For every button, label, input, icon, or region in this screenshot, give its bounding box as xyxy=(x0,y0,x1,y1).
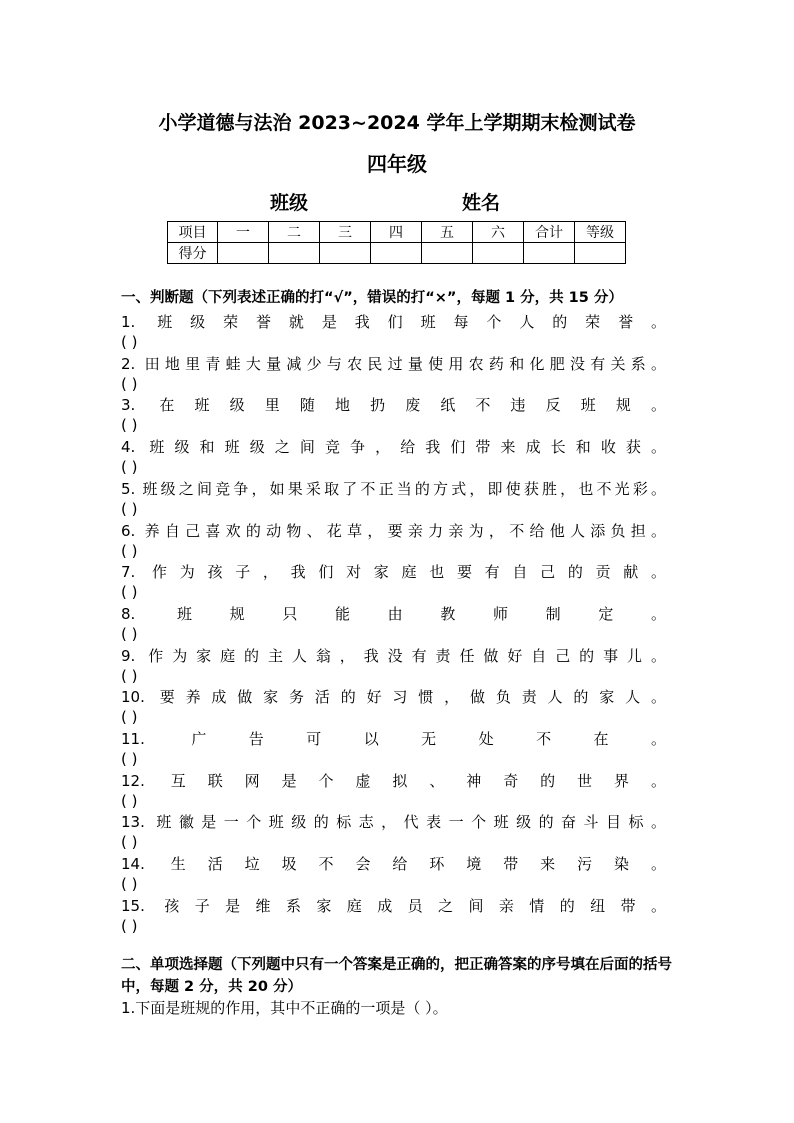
section1-heading: 一、判断题（下列表述正确的打“√”，错误的打“×”，每题 1 分，共 15 分） xyxy=(121,290,623,306)
question-number: 1. xyxy=(121,313,136,331)
question-statement: 养自己喜欢的动物、花草，要亲力亲为，不给他人添负担。 xyxy=(139,522,666,540)
question-number: 15. xyxy=(121,897,145,915)
question-number: 12. xyxy=(121,772,145,790)
table-cell: 五 xyxy=(422,222,473,243)
question-number: 5. xyxy=(121,480,136,498)
question-number: 3. xyxy=(121,396,136,414)
question-statement: 班级之间竞争，如果采取了不正当的方式，即使获胜，也不光彩。 xyxy=(139,480,666,498)
question-statement: 班级和班级之间竞争，给我们带来成长和收获。 xyxy=(139,438,666,456)
question-number: 10. xyxy=(121,688,145,706)
exam-title: 小学道德与法治 2023~2024 学年上学期期末检测试卷 xyxy=(158,112,636,134)
question-item xyxy=(121,896,666,936)
grade-label: 四年级 xyxy=(367,152,427,176)
question-statement: 作为家庭的主人翁，我没有责任做好自己的事儿。 xyxy=(139,647,666,665)
score-input-cell[interactable] xyxy=(473,243,524,264)
question-text xyxy=(121,312,666,332)
name-label: 姓名 xyxy=(462,192,501,214)
table-cell: 四 xyxy=(371,222,422,243)
question-statement: 孩子是维系家庭成员之间亲情的纽带。 xyxy=(148,897,666,915)
score-input-cell[interactable] xyxy=(269,243,320,264)
score-input-cell[interactable] xyxy=(422,243,473,264)
question-number: 4. xyxy=(121,438,136,456)
question-item xyxy=(121,812,666,852)
answer-parentheses[interactable]: ( ) xyxy=(121,750,138,768)
answer-parentheses[interactable]: ( ) xyxy=(121,875,138,893)
table-cell: 六 xyxy=(473,222,524,243)
score-table xyxy=(167,221,626,264)
question-number: 7. xyxy=(121,563,136,581)
question-item xyxy=(121,312,666,352)
answer-parentheses[interactable]: ( ) xyxy=(121,917,138,935)
answer-parentheses[interactable]: ( ) xyxy=(121,375,138,393)
question-text xyxy=(121,437,666,457)
table-cell: 等级 xyxy=(575,222,626,243)
question-item xyxy=(121,354,666,394)
question-number: 11. xyxy=(121,730,145,748)
section2-heading: 二、单项选择题（下列题中只有一个答案是正确的，把正确答案的序号填在后面的括号中，每题 2 分，共 20 分） xyxy=(121,957,672,995)
answer-parentheses[interactable]: ( ) xyxy=(121,542,138,560)
question-text xyxy=(121,854,666,874)
class-label: 班级 xyxy=(270,192,309,214)
score-input-cell[interactable] xyxy=(524,243,575,264)
question-statement: 在班级里随地扔废纸不违反班规。 xyxy=(139,396,666,414)
table-cell: 一 xyxy=(218,222,269,243)
table-cell: 得分 xyxy=(168,243,218,264)
table-cell: 合计 xyxy=(524,222,575,243)
answer-parentheses[interactable]: ( ) xyxy=(121,792,138,810)
question-text xyxy=(121,646,666,666)
answer-parentheses[interactable]: ( ) xyxy=(121,833,138,851)
answer-parentheses[interactable]: ( ) xyxy=(121,667,138,685)
question-statement: 要养成做家务活的好习惯，做负责人的家人。 xyxy=(148,688,666,706)
question-number: 2. xyxy=(121,355,136,373)
question-item xyxy=(121,687,666,727)
question-item xyxy=(121,771,666,811)
question-number: 8. xyxy=(121,605,136,623)
question-number: 13. xyxy=(121,813,145,831)
question-text xyxy=(121,812,666,832)
question-item xyxy=(121,604,666,644)
question-text xyxy=(121,562,666,582)
question-item xyxy=(121,562,666,602)
answer-parentheses[interactable]: ( ) xyxy=(121,625,138,643)
table-cell: 三 xyxy=(320,222,371,243)
answer-parentheses[interactable]: ( ) xyxy=(121,416,138,434)
question-item xyxy=(121,479,666,519)
score-table-score-row xyxy=(168,243,626,264)
answer-parentheses[interactable]: ( ) xyxy=(121,458,138,476)
question-item xyxy=(121,729,666,769)
question-statement: 作为孩子，我们对家庭也要有自己的贡献。 xyxy=(139,563,666,581)
choice-question-1: 1.下面是班规的作用，其中不正确的一项是（ ）。 xyxy=(121,999,448,1017)
score-input-cell[interactable] xyxy=(575,243,626,264)
question-text xyxy=(121,479,666,499)
question-text xyxy=(121,521,666,541)
answer-parentheses[interactable]: ( ) xyxy=(121,500,138,518)
question-number: 6. xyxy=(121,522,136,540)
table-cell: 项目 xyxy=(168,222,218,243)
question-item xyxy=(121,646,666,686)
question-statement: 生活垃圾不会给环境带来污染。 xyxy=(148,855,666,873)
question-item xyxy=(121,854,666,894)
answer-parentheses[interactable]: ( ) xyxy=(121,708,138,726)
question-statement: 田地里青蛙大量减少与农民过量使用农药和化肥没有关系。 xyxy=(139,355,666,373)
question-text xyxy=(121,896,666,916)
table-cell: 二 xyxy=(269,222,320,243)
question-statement: 广告可以无处不在。 xyxy=(148,730,666,748)
score-input-cell[interactable] xyxy=(320,243,371,264)
score-input-cell[interactable] xyxy=(218,243,269,264)
question-statement: 班规只能由教师制定。 xyxy=(139,605,666,623)
question-text xyxy=(121,771,666,791)
question-statement: 班级荣誉就是我们班每个人的荣誉。 xyxy=(139,313,666,331)
question-number: 9. xyxy=(121,647,136,665)
question-statement: 班徽是一个班级的标志，代表一个班级的奋斗目标。 xyxy=(148,813,666,831)
answer-parentheses[interactable]: ( ) xyxy=(121,333,138,351)
question-item xyxy=(121,395,666,435)
question-text xyxy=(121,729,666,749)
question-text xyxy=(121,354,666,374)
question-text xyxy=(121,395,666,415)
question-text xyxy=(121,604,666,624)
question-statement: 互联网是个虚拟、神奇的世界。 xyxy=(148,772,666,790)
question-item xyxy=(121,521,666,561)
question-text xyxy=(121,687,666,707)
score-input-cell[interactable] xyxy=(371,243,422,264)
question-item xyxy=(121,437,666,477)
question-number: 14. xyxy=(121,855,145,873)
score-table-header-row xyxy=(168,222,626,243)
answer-parentheses[interactable]: ( ) xyxy=(121,583,138,601)
